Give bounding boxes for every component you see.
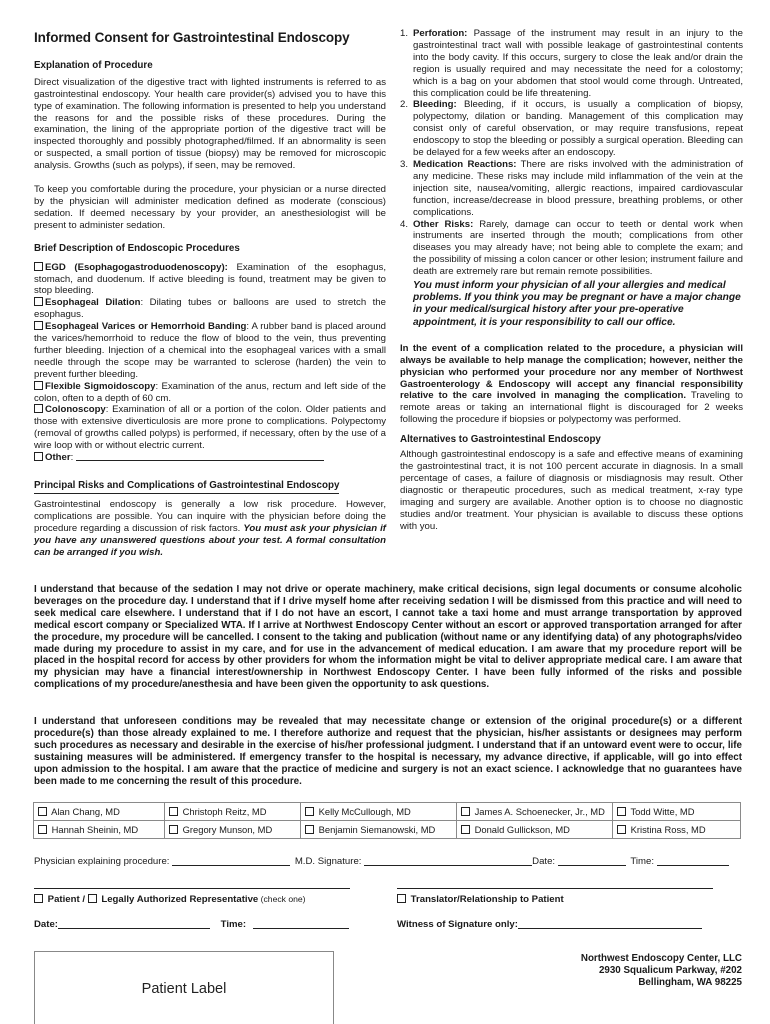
risk-number: 2. — [400, 99, 409, 111]
patient-time-field[interactable] — [253, 919, 349, 929]
patient-label: Patient / — [47, 894, 88, 905]
alternatives-heading: Alternatives to Gastrointestinal Endoscopy — [400, 434, 601, 446]
check-one-note: (check one) — [258, 894, 306, 904]
physician-name: Alan Chang, MD — [51, 806, 120, 817]
principal-risks-body: Gastrointestinal endoscopy is generally a low risk procedure. However, complications are possible. You can inquire with the physician before doing the procedure regarding a discussion of risk factors. — [34, 498, 386, 534]
md-date-field[interactable] — [558, 856, 626, 866]
principal-risks-emphasis: You must ask your physician if you have any unanswered questions about your test. A formal consultation can be arranged if you wish. — [34, 522, 386, 558]
procedure-sigmoidoscopy — [34, 381, 386, 405]
explanation-heading: Explanation of Procedure — [34, 59, 153, 71]
procedure-desc: Examination of the esophagus, stomach, and duodenum. If active bleeding is found, treatment may be given to stop bleeding. — [34, 261, 386, 297]
procedure-colonoscopy — [34, 404, 386, 452]
witness-label: Witness of Signature only: — [397, 919, 518, 930]
patient-time-label: Time: — [220, 919, 247, 930]
center-name: Northwest Endoscopy Center, LLC — [580, 953, 742, 964]
risk-name: Perforation: — [413, 28, 468, 39]
procedure-desc: : Dilating tubes or balloons are used to stretch the esophagus. — [34, 297, 386, 321]
risk-body — [413, 159, 743, 219]
procedure-banding — [34, 321, 386, 381]
lar-checkbox[interactable] — [88, 894, 97, 903]
risk-desc: Passage of the instrument may result in an injury to the gastrointestinal tract wall with possible leakage of gastrointestinal contents into the body cavity. If this occurs, surgery to close the leak and/or drain the region is usually required and may necessitate the need for a colostomy; which is a bag on your abdomen that stool would come through. Untreated, this complication could be life threatening. — [413, 28, 743, 99]
egd-checkbox[interactable] — [34, 262, 43, 271]
physician-name: James A. Schoenecker, Jr., MD — [474, 806, 605, 817]
physician-cell[interactable] — [165, 821, 301, 839]
brief-heading: Brief Description of Endoscopic Procedures — [34, 242, 240, 254]
risk-number: 1. — [400, 28, 409, 39]
patient-checkbox[interactable] — [34, 894, 43, 903]
physician-name: Hannah Sheinin, MD — [51, 824, 139, 835]
physician-cell[interactable] — [34, 803, 165, 821]
sigmoidoscopy-checkbox[interactable] — [34, 381, 43, 390]
physician-cell[interactable] — [457, 821, 613, 839]
principal-risks-heading-text: Principal Risks and Complications of Gastrointestinal Endoscopy — [34, 480, 339, 494]
dilation-checkbox[interactable] — [34, 297, 43, 306]
physician-name: Donald Gullickson, MD — [474, 824, 570, 835]
risk-body — [413, 219, 743, 279]
physician-explaining-label: Physician explaining procedure: — [34, 856, 170, 867]
risk-name: Other Risks: — [413, 218, 474, 230]
procedure-desc: : A rubber band is placed around the varices/hemorrhoid to reduce the flow of blood to the vein, thus preventing further bleeding. Injection of a chemical into the esophageal varices with a small needle through the scope may be warranted to sclerose (harden) the vein to prevent further bleeding. — [34, 321, 386, 380]
physician-cell[interactable] — [613, 803, 741, 821]
other-procedure-field[interactable] — [76, 452, 324, 461]
procedure-egd — [34, 262, 386, 298]
left-column — [34, 28, 386, 558]
physician-checkbox[interactable] — [305, 807, 314, 816]
document-title: Informed Consent for Gastrointestinal Endoscopy — [34, 30, 350, 45]
colonoscopy-checkbox[interactable] — [34, 404, 43, 413]
patient-label-box[interactable] — [34, 951, 334, 1024]
alternatives-text: Although gastrointestinal endoscopy is a safe and effective means of examining the gastrointestinal tract, it is not 100 percent accurate in diagnosis. In a small percentage of cases, a failure of diagnosis or misdiagnosis may result. Other diagnostic or therapeutic procedures, such as medical treatment, x-ray type imaging and surgery are available. Another option is to choose no diagnostic studies and/or treatment. Your physician is available to discuss these options with you. — [400, 449, 743, 532]
md-time-field[interactable] — [657, 856, 729, 866]
procedure-name: Flexible Sigmoidoscopy — [45, 380, 156, 392]
physician-cell[interactable] — [301, 803, 457, 821]
translator-label: Translator/Relationship to Patient — [410, 894, 564, 905]
risk-name: Medication Reactions: — [413, 158, 517, 170]
physician-name: Benjamin Siemanowski, MD — [318, 824, 436, 835]
procedure-name: Esophageal Varices or Hemorrhoid Banding — [45, 321, 247, 333]
physician-checkbox[interactable] — [169, 825, 178, 834]
risk-number: 4. — [400, 218, 409, 230]
physician-name: Kelly McCullough, MD — [318, 806, 411, 817]
md-signature-field[interactable] — [364, 856, 532, 866]
md-signature-label: M.D. Signature: — [294, 856, 362, 867]
patient-label-text: Patient Label — [141, 980, 227, 997]
explanation-paragraph-1: Direct visualization of the digestive tract with lighted instruments is referred to as gastrointestinal endoscopy. Your health care provider(s) advised you to have this type of examination. The following information is presented to help you understand the reasons for and the possible risks of these procedures. During the examination, the lining of the appropriate portion of the digestive tract will be inspected thoroughly and possibly photographed/filmed. If an abnormality is seen or suspected, a small portion of tissue (biopsy) may be removed for microscopic analysis. Growths (such as polyps), if seen, may be removed. — [34, 76, 386, 172]
other-label: Other — [45, 452, 71, 464]
patient-role-row — [34, 894, 306, 905]
risk-bleeding — [400, 99, 743, 159]
procedure-dilation — [34, 297, 386, 321]
physician-row — [34, 821, 741, 839]
physician-checkbox[interactable] — [38, 807, 47, 816]
patient-date-row — [34, 919, 349, 930]
consent-paragraph-2: I understand that unforeseen conditions may be revealed that may necessitate change or extension of the original procedure(s) or a different procedure(s) than those already explained to me. I therefore authorize and request that the physician, his/her assistants or designees may perform such procedures as necessary and desirable in the exercise of his/her professional judgment. I understand that if an untoward event were to occur, life sustaining measures will be administered. If emergency transfer to the hospital is necessary, my advance directive, if applicable, will go into effect upon admission to the hospital. I am aware that the practice of medicine and surgery is not an exact science. I acknowledge that no guarantees have been made to me concerning the result of this procedure. — [34, 716, 742, 787]
center-street: 2930 Squalicum Parkway, #202 — [598, 965, 742, 977]
procedure-name: Esophageal Dilation — [45, 297, 141, 309]
complication-bold: In the event of a complication related to the procedure, a physician will always be available to help manage the complication; however, neither the physician who performed your procedure nor any member of Northwest Gastroenterology & Endoscopy will accept any financial responsibility relative to the care involved in managing the complication. — [400, 342, 743, 402]
physician-checkbox[interactable] — [617, 825, 626, 834]
lar-label: Legally Authorized Representative — [101, 894, 259, 905]
physician-checkbox[interactable] — [617, 807, 626, 816]
risk-medication — [400, 159, 743, 219]
right-column — [400, 28, 743, 532]
procedure-name: Colonoscopy — [45, 404, 106, 416]
patient-signature-field[interactable] — [34, 888, 350, 889]
risk-body — [413, 99, 743, 159]
physician-signature-row — [34, 856, 729, 867]
banding-checkbox[interactable] — [34, 321, 43, 330]
complication-normal: Traveling to remote areas or taking an international flight is discouraged for 2 weeks following the procedure if biopsies or polypectomy was performed. — [400, 390, 744, 426]
consent-paragraph-1: I understand that because of the sedation I may not drive or operate machinery, make critical decisions, sign legal documents or consume alcoholic beverages on the procedure day. I understand that if I drive myself home after receiving sedation I will be dismissed from this practice and will need to seek medical care elsewhere. I understand that if I do not have an escort, I cannot take a taxi home and must arrange transportation by approved medical escort company or Specialized WTA. If I arrive at Northwest Endoscopy Center without an escort or approved transportation arranged for after the procedure, my procedure will be cancelled. I consent to the taking and publication (without name or any identifying data) of any photographs/video made during my procedure to assist in my care, and for use in the advancement of medical education. I am aware that my procedure report will be placed in the hospital record for access by other providers for whom the information might be vital to deliver appropriate medical care. I am aware that my physician may have a financial interest/ownership in Northwest Endoscopy Center. I have been fully informed of the risks and possible complications of my procedure/anesthesia and have been given the opportunity to ask questions. — [34, 584, 742, 691]
physician-cell[interactable] — [301, 821, 457, 839]
procedure-other — [34, 452, 386, 464]
translator-row — [397, 894, 564, 905]
physician-name: Christoph Reitz, MD — [182, 806, 267, 817]
procedure-name: EGD (Esophagogastroduodenoscopy): — [45, 261, 228, 273]
risk-name: Bleeding: — [413, 99, 457, 111]
procedure-desc: : Examination of the anus, rectum and left side of the colon, often to a depth of 60 cm. — [34, 380, 387, 404]
principal-risks-heading — [34, 480, 386, 494]
explanation-paragraph-2: To keep you comfortable during the procedure, your physician or a nurse directed by the physician will administer medication defined as moderate (conscious) sedation. If deemed necessary by your provider, an anesthesiologist will be present to administer sedation. — [34, 184, 386, 231]
patient-date-field[interactable] — [58, 919, 210, 929]
physician-cell[interactable] — [34, 821, 165, 839]
risk-perforation — [400, 28, 743, 99]
center-address — [581, 953, 742, 990]
physician-name: Todd Witte, MD — [630, 806, 695, 817]
complication-paragraph — [400, 343, 743, 426]
allergies-warning: You must inform your physician of all your allergies and medical problems. If you think you may be pregnant or have a major change in your medical/surgical history after your pre-operative appointment, it is your responsibility to call our office. — [413, 280, 741, 328]
physician-checkbox[interactable] — [305, 825, 314, 834]
risk-desc: Bleeding, if it occurs, is usually a complication of biopsy, polypectomy, dilation or banding. Management of this complication may consist only of careful observation, or may require transfusions, repeat endoscopy to stop the bleeding or possibly a surgical operation. Bleeding can be delayed for a few weeks after an endoscopy. — [413, 99, 743, 159]
witness-row — [397, 919, 702, 930]
risk-body — [413, 28, 743, 99]
witness-field[interactable] — [518, 919, 702, 929]
md-date-label: Date: — [532, 856, 556, 867]
other-checkbox[interactable] — [34, 452, 43, 461]
physician-name: Gregory Munson, MD — [182, 824, 273, 835]
center-city: Bellingham, WA 98225 — [638, 977, 742, 989]
risk-desc: There are risks involved with the administration of any medicine. These risks may include mild inflammation of the vein at the injection site, nausea/vomiting, allergic reactions, impaired cardiovascular function, increase/decrease in blood pressure, breathing problems, or other complications. — [413, 158, 743, 218]
translator-checkbox[interactable] — [397, 894, 406, 903]
patient-date-label: Date: — [34, 919, 58, 930]
physician-explaining-field[interactable] — [172, 856, 290, 866]
risk-other — [400, 219, 743, 279]
physician-table — [33, 802, 741, 839]
physician-name: Kristina Ross, MD — [630, 824, 706, 835]
md-time-label: Time: — [630, 856, 655, 867]
risk-desc: Rarely, damage can occur to teeth or dental work when instruments are inserted through the mouth; complications from other diseases you may already have; not being able to complete the exam; and the possibility of missing a colon cancer or other lesion; instrument failure and death are extremely rare but remain remote possibilities. — [413, 218, 743, 278]
other-colon: : — [70, 452, 74, 464]
physician-checkbox[interactable] — [461, 825, 470, 834]
risk-number: 3. — [400, 158, 409, 170]
physician-cell[interactable] — [165, 803, 301, 821]
procedure-desc: : Examination of all or a portion of the colon. Older patients and those with extensive diverticulosis are more prone to complications. Polypectomy (removal of growths called polyps) is performed, if necessary, often by the use of a wire loop with or without electric current. — [34, 404, 386, 452]
physician-checkbox[interactable] — [169, 807, 178, 816]
physician-cell[interactable] — [457, 803, 613, 821]
physician-checkbox[interactable] — [461, 807, 470, 816]
physician-row — [34, 803, 741, 821]
translator-signature-field[interactable] — [397, 888, 713, 889]
physician-checkbox[interactable] — [38, 825, 47, 834]
physician-cell[interactable] — [613, 821, 741, 839]
principal-risks-text — [34, 499, 386, 559]
